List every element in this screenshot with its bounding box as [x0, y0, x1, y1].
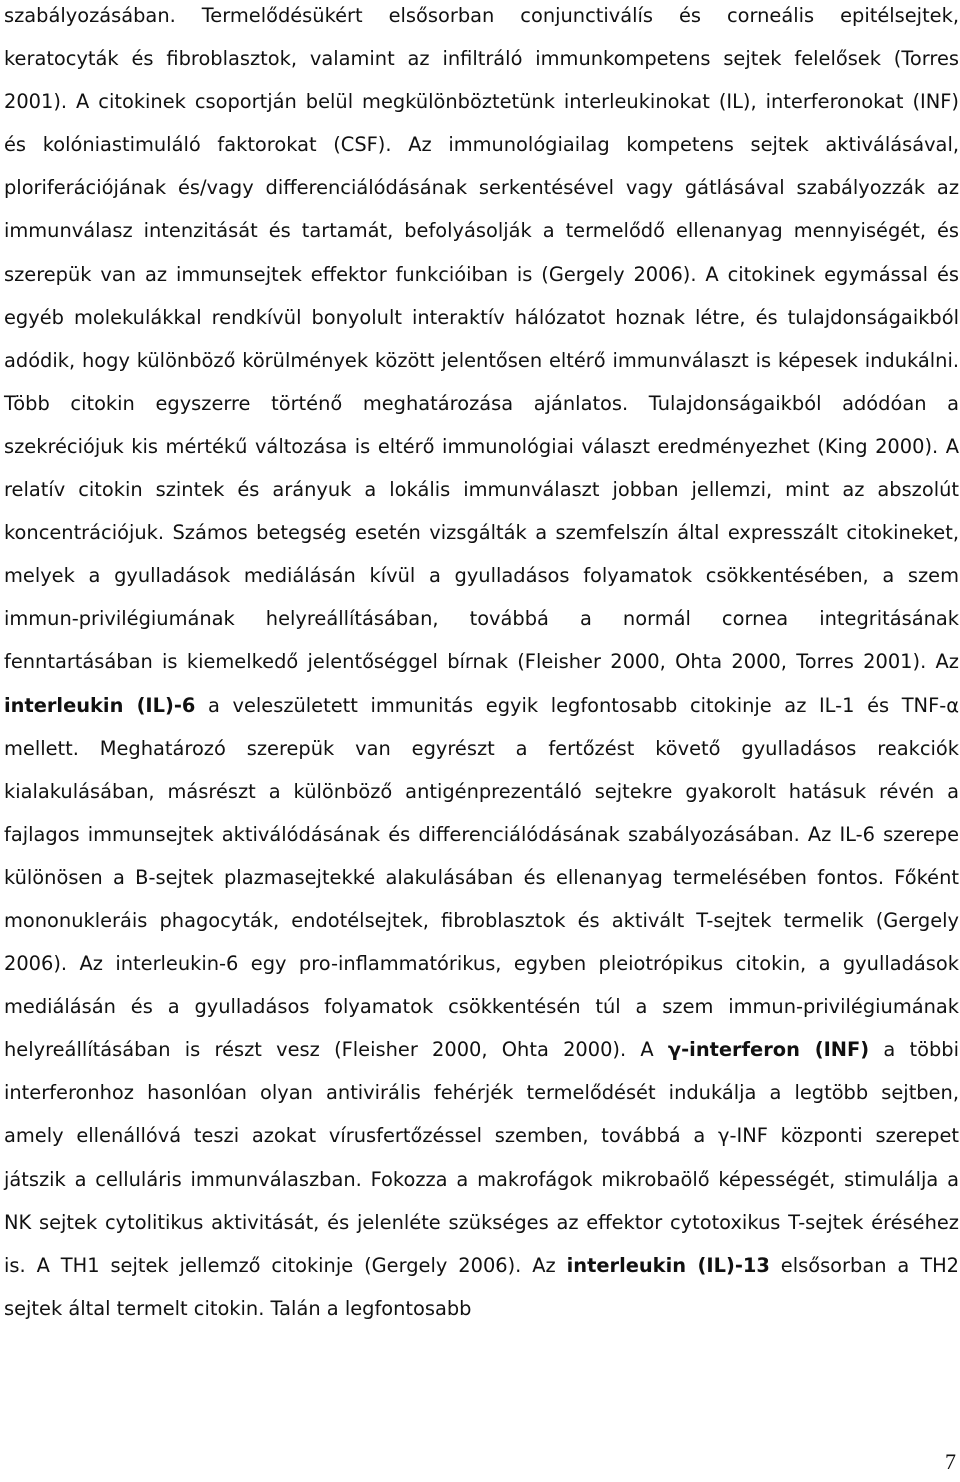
- page-number: 7: [945, 1449, 956, 1474]
- bold-term-gamma-interferon: γ-interferon (INF): [667, 1038, 870, 1062]
- body-text-segment: elsősorban a TH2 sejtek által termelt citokin. Talán a legfontosabb: [4, 1253, 959, 1320]
- body-text-segment: szabályozásában. Termelődésükért elsősorban conjunctiválís és corneális epitélsejtek, keratocyták és fibroblasztok, valamint az infiltráló immunkompetens sejtek felelősek (Torres 2001). A citokinek csoportján belül megkülönböztetünk interleukinokat (IL), interferonokat (INF) és kolóniastimuláló faktorokat (CSF). Az immunológiailag kompetens sejtek aktiválásával, ploriferációjának és/vagy differenciálódásának serkentésével vagy gátlásával szabályozzák az immunválasz intenzitását és tartamát, befolyásolják a termelődő ellenanyag mennyiségét, és szerepük van az immunsejtek effektor funkcióiban is (Gergely 2006). A citokinek egymással és egyéb molekulákkal rendkívül bonyolult interaktív hálózatot hoznak létre, és tulajdonságaikból adódik, hogy különböző körülmények között jelentősen eltérő immunválaszt is képesek indukálni. Több citokin egyszerre történő meghatározása ajánlatos. Tulajdonságaikból adódóan a szekréciójuk kis mértékű változása is eltérő immunológiai választ eredményezhet (King 2000). A relatív citokin szintek és arányuk a lokális immunválaszt jobban jellemzi, mint az abszolút koncentrációjuk. Számos betegség esetén vizsgálták a szemfelszín által expresszált citokineket, melyek a gyulladások mediálásán kívül a gyulladásos folyamatok csökkentésében, a szem immun-privilégiumának helyreállításában, továbbá a normál cornea integritásának fenntartásában is kiemelkedő jelentőséggel bírnak (Fleisher 2000, Ohta 2000, Torres 2001). Az: [4, 4, 959, 674]
- body-text-segment: a többi interferonhoz hasonlóan olyan antivirális fehérjék termelődését indukálja a legtöbb sejtben, amely ellenállóvá teszi azokat vírusfertőzéssel szemben, továbbá a γ-INF központi szerepet játszik a celluláris immunválaszban. Fokozza a makrofágok mikrobaölő képességét, stimulálja a NK sejtek cytolitikus aktivitását, és jelenléte szükséges az effektor cytotoxikus T-sejtek éréséhez is. A TH1 sejtek jellemző citokinje (Gergely 2006). Az: [4, 1038, 959, 1277]
- body-text-segment: a veleszületett immunitás egyik legfontosabb citokinje az IL-1 és TNF-α mellett. Meghatározó szerepük van egyrészt a fertőzést követő gyulladásos reakciók kialakulásában, másrészt a különböző antigénprezentáló sejtekre gyakorolt hatásuk révén a fajlagos immunsejtek aktiválódásának és differenciálódásának szabályozásában. Az IL-6 szerepe különösen a B-sejtek plazmasejtekké alakulásában és ellenanyag termelésében fontos. Főként mononukleráis phagocyták, endotélsejtek, fibroblasztok és aktivált T-sejtek termelik (Gergely 2006). Az interleukin-6 egy pro-inflammatórikus, egyben pleiotrópikus citokin, a gyulladások mediálásán és a gyulladásos folyamatok csökkentésén túl a szem immun-privilégiumának helyreállításában is részt vesz (Fleisher 2000, Ohta 2000). A: [4, 693, 959, 1062]
- body-paragraph: [4, 0, 959, 1330]
- bold-term-interleukin-6: interleukin (IL)-6: [4, 693, 196, 717]
- bold-term-interleukin-13: interleukin (IL)-13: [566, 1253, 770, 1277]
